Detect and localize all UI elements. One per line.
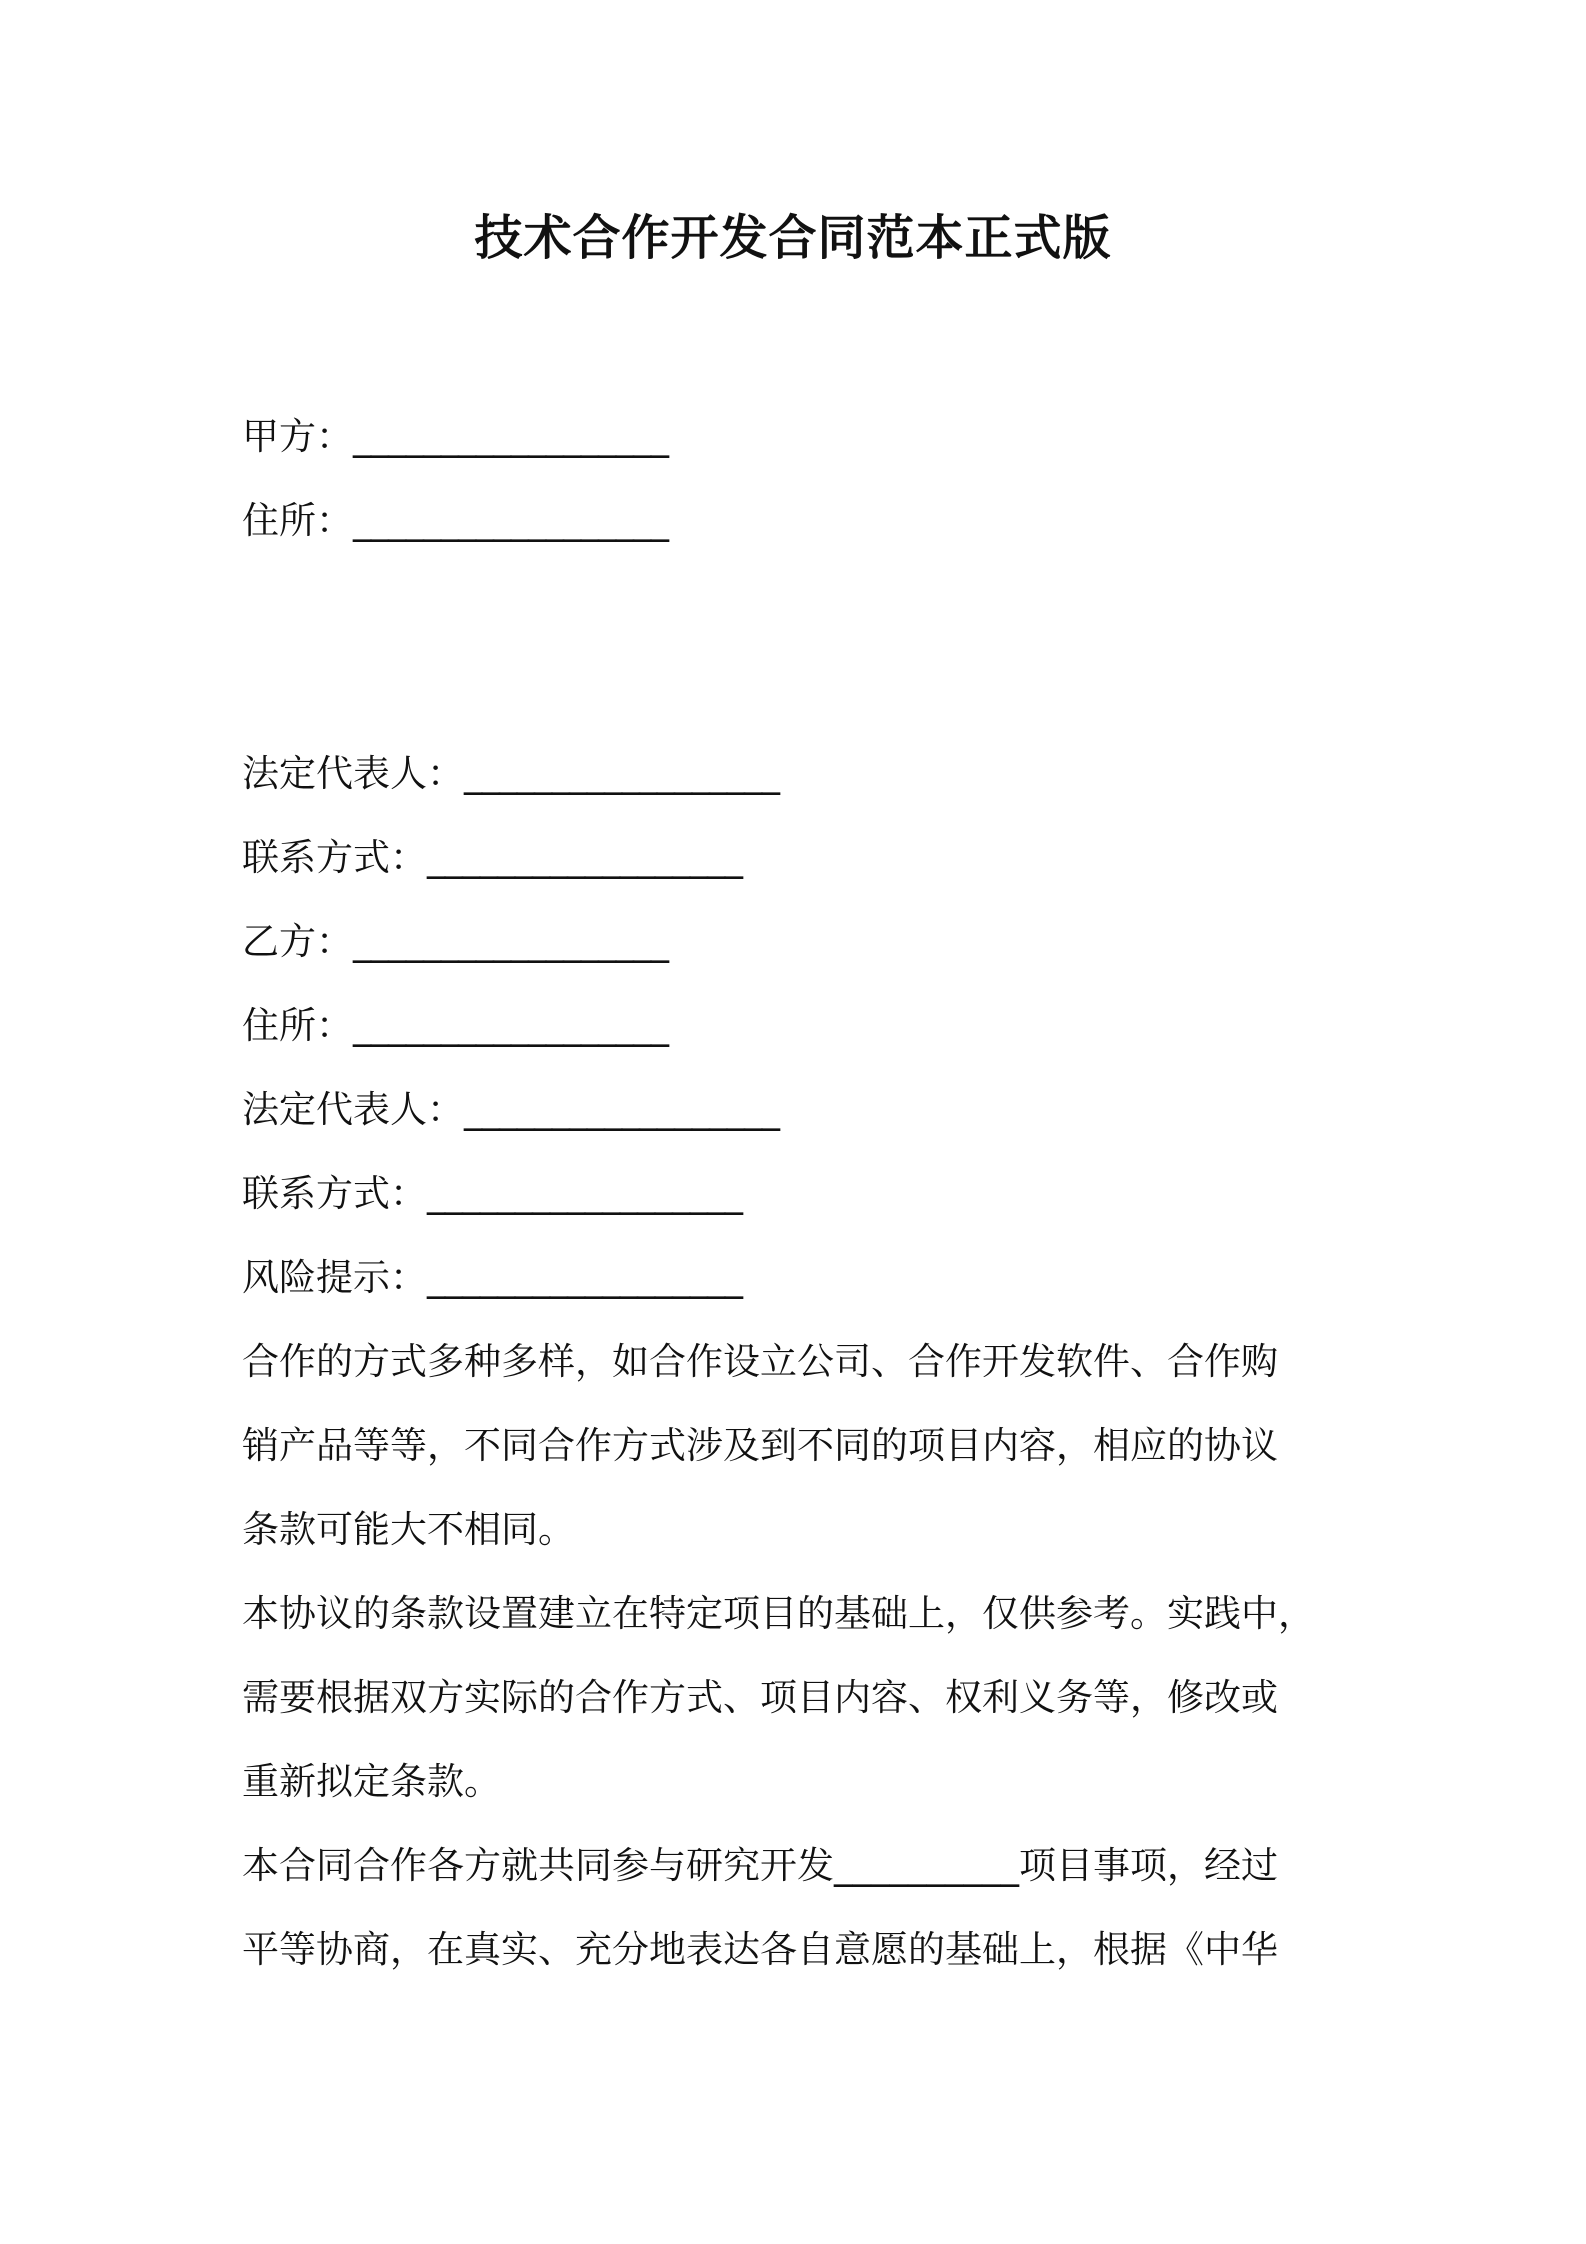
field-label: 住所： (242, 499, 353, 542)
field-label: 联系方式： (242, 836, 427, 879)
paragraph-line: 平等协商，在真实、充分地表达各自意愿的基础上，根据《中华 (242, 1928, 1278, 1971)
party-a-field (242, 412, 668, 462)
fill-blank: __________________ (427, 1256, 742, 1299)
paragraph-contract-basis (242, 1824, 1357, 1992)
paragraph-line: 条款可能大不相同。 (242, 1508, 575, 1551)
party-b-legal-rep-field (242, 1085, 779, 1135)
fill-blank: __________________ (427, 1172, 742, 1215)
fill-blank: __________________ (464, 752, 779, 795)
paragraph-line: 需要根据双方实际的合作方式、项目内容、权利义务等，修改或 (242, 1676, 1278, 1719)
fill-blank: __________________ (427, 836, 742, 879)
party-a-legal-rep-field (242, 749, 779, 799)
paragraph-line: 销产品等等，不同合作方式涉及到不同的项目内容，相应的协议 (242, 1424, 1278, 1467)
field-label: 甲方： (242, 415, 353, 458)
paragraph-reference-note (242, 1572, 1357, 1824)
field-label: 住所： (242, 1004, 353, 1047)
fill-blank: __________________ (353, 1004, 668, 1047)
document-title: 技术合作开发合同范本正式版 (474, 210, 1112, 266)
risk-notice-field (242, 1253, 742, 1303)
field-label: 乙方： (242, 920, 353, 963)
party-a-contact-field (242, 833, 742, 883)
paragraph-line: 合作的方式多种多样，如合作设立公司、合作开发软件、合作购 (242, 1340, 1278, 1383)
fill-blank: __________________ (353, 415, 668, 458)
party-b-contact-field (242, 1169, 742, 1219)
paragraph-line: 本协议的条款设置建立在特定项目的基础上，仅供参考。实践中， (242, 1592, 1315, 1635)
fill-blank: __________________ (353, 920, 668, 963)
field-label: 联系方式： (242, 1172, 427, 1215)
field-label: 风险提示： (242, 1256, 427, 1299)
field-label: 法定代表人： (242, 752, 464, 795)
party-b-address-field (242, 1001, 668, 1051)
fill-blank: __________________ (353, 499, 668, 542)
paragraph-line: 本合同合作各方就共同参与研究开发__________项目事项，经过 (242, 1844, 1278, 1887)
party-a-address-field (242, 496, 668, 546)
paragraph-line: 重新拟定条款。 (242, 1760, 501, 1803)
party-b-field (242, 917, 668, 967)
paragraph-cooperation-methods (242, 1320, 1357, 1572)
fill-blank: __________________ (464, 1088, 779, 1131)
field-label: 法定代表人： (242, 1088, 464, 1131)
